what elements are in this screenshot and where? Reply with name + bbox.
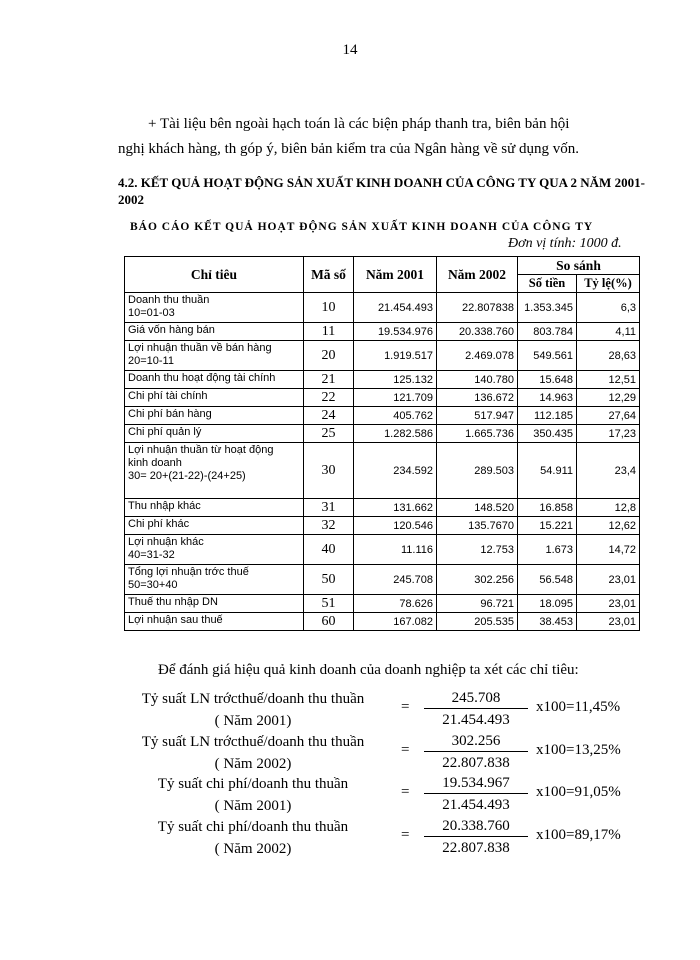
paragraph-line-1: + Tài liệu bên ngoài hạch toán là các biện pháp thanh tra, biên bản hội bbox=[148, 116, 570, 132]
ratio-cell: 12,8 bbox=[577, 499, 640, 517]
unit-label: Đơn vị tính: 1000 đ. bbox=[508, 236, 622, 251]
ratio-cell: 27,64 bbox=[577, 407, 640, 425]
amount-cell: 350.435 bbox=[518, 425, 577, 443]
table-row bbox=[125, 535, 640, 565]
financial-report-table bbox=[124, 256, 640, 631]
indicator-cell: Lợi nhuận thuần từ hoạt động kinh doanh 30= 20+(21-22)-(24+25) bbox=[125, 443, 304, 499]
indicator-cell: Thu nhập khác bbox=[125, 499, 304, 517]
value-2002-cell: 22.807838 bbox=[437, 293, 518, 323]
paragraph-line-2: nghị khách hàng, th góp ý, biên bản kiểm tra của Ngân hàng về sử dụng vốn. bbox=[118, 141, 579, 157]
numerator: 20.338.760 bbox=[424, 816, 528, 837]
amount-cell: 54.911 bbox=[518, 443, 577, 499]
ratio-result: x100=11,45% bbox=[536, 699, 621, 715]
indicator-cell: Chi phí bán hàng bbox=[125, 407, 304, 425]
indicator-cell: Thuế thu nhập DN bbox=[125, 595, 304, 613]
ratio-result: x100=89,17% bbox=[536, 827, 621, 843]
value-2001-cell: 120.546 bbox=[354, 517, 437, 535]
ratio-label bbox=[118, 773, 388, 817]
ratio-block bbox=[118, 688, 658, 732]
equals-sign: = bbox=[401, 742, 410, 758]
ratio-year: ( Năm 2002) bbox=[214, 756, 292, 772]
value-2002-cell: 205.535 bbox=[437, 613, 518, 631]
header-compare: So sánh bbox=[518, 257, 640, 275]
value-2002-cell: 289.503 bbox=[437, 443, 518, 499]
section-heading: 4.2. KẾT QUẢ HOẠT ĐỘNG SẢN XUẤT KINH DOANH CỦA CÔNG TY QUA 2 NĂM 2001-2002 bbox=[118, 175, 645, 207]
amount-cell: 112.185 bbox=[518, 407, 577, 425]
amount-cell: 1.353.345 bbox=[518, 293, 577, 323]
equals-sign: = bbox=[401, 699, 410, 715]
numerator: 302.256 bbox=[424, 731, 528, 752]
value-2002-cell: 20.338.760 bbox=[437, 323, 518, 341]
header-code: Mã số bbox=[304, 257, 354, 293]
indicator-cell: Lợi nhuận sau thuế bbox=[125, 613, 304, 631]
ratio-label bbox=[118, 816, 388, 860]
fraction bbox=[424, 731, 528, 774]
indicator-cell: Doanh thu thuần 10=01-03 bbox=[125, 293, 304, 323]
amount-cell: 15.648 bbox=[518, 371, 577, 389]
ratio-label bbox=[118, 688, 388, 732]
amount-cell: 38.453 bbox=[518, 613, 577, 631]
code-cell: 24 bbox=[304, 407, 354, 425]
value-2001-cell: 78.626 bbox=[354, 595, 437, 613]
value-2002-cell: 96.721 bbox=[437, 595, 518, 613]
numerator: 19.534.967 bbox=[424, 773, 528, 794]
value-2002-cell: 136.672 bbox=[437, 389, 518, 407]
table-row bbox=[125, 293, 640, 323]
ratio-cell: 28,63 bbox=[577, 341, 640, 371]
code-cell: 20 bbox=[304, 341, 354, 371]
ratio-name: Tỷ suất LN trớcthuế/doanh thu thuần bbox=[141, 734, 365, 750]
amount-cell: 14.963 bbox=[518, 389, 577, 407]
value-2001-cell: 125.132 bbox=[354, 371, 437, 389]
ratio-name: Tỷ suất LN trớcthuế/doanh thu thuần bbox=[141, 691, 365, 707]
analysis-intro: Để đánh giá hiệu quả kinh doanh của doanh nghiệp ta xét các chỉ tiêu: bbox=[158, 662, 579, 678]
table-row bbox=[125, 425, 640, 443]
table-row bbox=[125, 341, 640, 371]
indicator-cell: Chi phí tài chính bbox=[125, 389, 304, 407]
table-row bbox=[125, 407, 640, 425]
indicator-cell: Tổng lợi nhuận trớc thuế 50=30+40 bbox=[125, 565, 304, 595]
value-2002-cell: 148.520 bbox=[437, 499, 518, 517]
table-row bbox=[125, 443, 640, 499]
equals-sign: = bbox=[401, 827, 410, 843]
ratio-cell: 23,4 bbox=[577, 443, 640, 499]
page-number: 14 bbox=[342, 42, 358, 58]
amount-cell: 18.095 bbox=[518, 595, 577, 613]
ratio-year: ( Năm 2002) bbox=[214, 841, 292, 857]
code-cell: 21 bbox=[304, 371, 354, 389]
ratio-year: ( Năm 2001) bbox=[214, 713, 292, 729]
value-2001-cell: 11.116 bbox=[354, 535, 437, 565]
ratio-block bbox=[118, 816, 658, 860]
ratio-name: Tỷ suất chi phí/doanh thu thuần bbox=[157, 776, 349, 792]
ratio-cell: 14,72 bbox=[577, 535, 640, 565]
value-2002-cell: 2.469.078 bbox=[437, 341, 518, 371]
report-title: BÁO CÁO KẾT QUẢ HOẠT ĐỘNG SẢN XUẤT KINH DOANH CỦA CÔNG TY bbox=[130, 221, 594, 233]
ratio-block bbox=[118, 773, 658, 817]
value-2001-cell: 1.919.517 bbox=[354, 341, 437, 371]
value-2001-cell: 167.082 bbox=[354, 613, 437, 631]
denominator: 21.454.493 bbox=[442, 797, 510, 813]
code-cell: 10 bbox=[304, 293, 354, 323]
header-ratio: Tỷ lệ(%) bbox=[577, 275, 640, 293]
ratio-cell: 4,11 bbox=[577, 323, 640, 341]
code-cell: 60 bbox=[304, 613, 354, 631]
ratio-result: x100=13,25% bbox=[536, 742, 621, 758]
denominator: 22.807.838 bbox=[442, 840, 510, 856]
value-2001-cell: 245.708 bbox=[354, 565, 437, 595]
value-2001-cell: 121.709 bbox=[354, 389, 437, 407]
amount-cell: 16.858 bbox=[518, 499, 577, 517]
amount-cell: 15.221 bbox=[518, 517, 577, 535]
amount-cell: 549.561 bbox=[518, 341, 577, 371]
table-row bbox=[125, 323, 640, 341]
code-cell: 32 bbox=[304, 517, 354, 535]
indicator-cell: Lợi nhuận thuần về bán hàng 20=10-11 bbox=[125, 341, 304, 371]
header-amount: Số tiền bbox=[518, 275, 577, 293]
value-2002-cell: 1.665.736 bbox=[437, 425, 518, 443]
ratio-cell: 23,01 bbox=[577, 595, 640, 613]
code-cell: 31 bbox=[304, 499, 354, 517]
ratio-cell: 12,29 bbox=[577, 389, 640, 407]
denominator: 21.454.493 bbox=[442, 712, 510, 728]
ratio-cell: 23,01 bbox=[577, 565, 640, 595]
ratio-name: Tỷ suất chi phí/doanh thu thuần bbox=[157, 819, 349, 835]
ratio-cell: 12,62 bbox=[577, 517, 640, 535]
indicator-cell: Chi phí quản lý bbox=[125, 425, 304, 443]
table-row bbox=[125, 565, 640, 595]
indicator-cell: Giá vốn hàng bán bbox=[125, 323, 304, 341]
table-row bbox=[125, 371, 640, 389]
value-2001-cell: 234.592 bbox=[354, 443, 437, 499]
header-year-2002: Năm 2002 bbox=[437, 257, 518, 293]
code-cell: 30 bbox=[304, 443, 354, 499]
header-year-2001: Năm 2001 bbox=[354, 257, 437, 293]
fraction bbox=[424, 773, 528, 816]
amount-cell: 56.548 bbox=[518, 565, 577, 595]
value-2002-cell: 12.753 bbox=[437, 535, 518, 565]
table-row bbox=[125, 389, 640, 407]
code-cell: 25 bbox=[304, 425, 354, 443]
table-row bbox=[125, 613, 640, 631]
code-cell: 11 bbox=[304, 323, 354, 341]
ratio-result: x100=91,05% bbox=[536, 784, 621, 800]
ratio-label bbox=[118, 731, 388, 775]
ratio-year: ( Năm 2001) bbox=[214, 798, 292, 814]
fraction bbox=[424, 816, 528, 859]
amount-cell: 1.673 bbox=[518, 535, 577, 565]
table-row bbox=[125, 595, 640, 613]
indicator-cell: Chi phí khác bbox=[125, 517, 304, 535]
ratio-cell: 6,3 bbox=[577, 293, 640, 323]
value-2002-cell: 517.947 bbox=[437, 407, 518, 425]
value-2001-cell: 131.662 bbox=[354, 499, 437, 517]
indicator-cell: Doanh thu hoạt động tài chính bbox=[125, 371, 304, 389]
equals-sign: = bbox=[401, 784, 410, 800]
value-2001-cell: 19.534.976 bbox=[354, 323, 437, 341]
denominator: 22.807.838 bbox=[442, 755, 510, 771]
value-2001-cell: 21.454.493 bbox=[354, 293, 437, 323]
fraction bbox=[424, 688, 528, 731]
value-2002-cell: 140.780 bbox=[437, 371, 518, 389]
code-cell: 22 bbox=[304, 389, 354, 407]
value-2001-cell: 1.282.586 bbox=[354, 425, 437, 443]
ratio-cell: 23,01 bbox=[577, 613, 640, 631]
numerator: 245.708 bbox=[424, 688, 528, 709]
ratio-cell: 12,51 bbox=[577, 371, 640, 389]
ratio-cell: 17,23 bbox=[577, 425, 640, 443]
code-cell: 50 bbox=[304, 565, 354, 595]
indicator-cell: Lợi nhuận khác 40=31-32 bbox=[125, 535, 304, 565]
value-2001-cell: 405.762 bbox=[354, 407, 437, 425]
code-cell: 40 bbox=[304, 535, 354, 565]
table-row bbox=[125, 517, 640, 535]
ratio-block bbox=[118, 731, 658, 775]
code-cell: 51 bbox=[304, 595, 354, 613]
value-2002-cell: 135.7670 bbox=[437, 517, 518, 535]
amount-cell: 803.784 bbox=[518, 323, 577, 341]
header-indicator: Chỉ tiêu bbox=[125, 257, 304, 293]
value-2002-cell: 302.256 bbox=[437, 565, 518, 595]
body-paragraph bbox=[118, 112, 638, 162]
table-row bbox=[125, 499, 640, 517]
